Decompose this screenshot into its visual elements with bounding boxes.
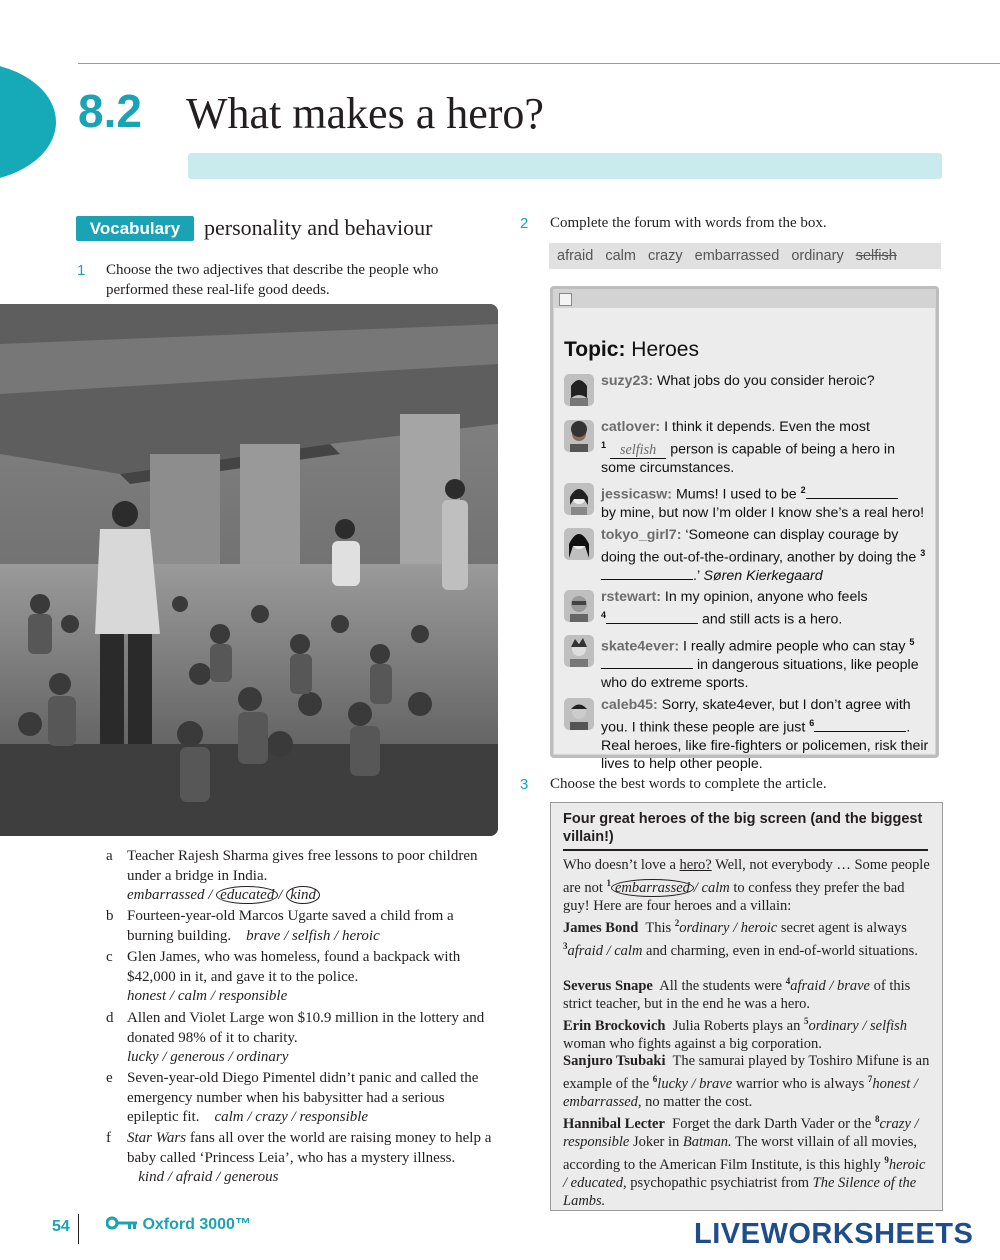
option-pair[interactable]: afraid / brave [790,977,870,994]
word-box [549,243,941,269]
answer-blank-5[interactable] [601,656,693,669]
avatar-icon [564,698,594,730]
option-pair[interactable]: honest / embarrassed, [563,1075,918,1110]
item-letter: d [106,1010,114,1026]
answer-blank-4[interactable] [606,611,698,624]
forum-post: jessicasw: Mums! I used to be $^2$ by mine, but now I’m older I know she’s a real hero! [564,481,932,522]
answer-blank-2[interactable] [806,486,898,499]
unit-number: 8.2 [78,85,142,137]
option-kind-selected[interactable]: kind [286,886,320,904]
answer-blank-6[interactable] [814,719,906,732]
item-options[interactable]: calm / crazy / responsible [214,1109,369,1125]
item-text: fans all over the world are raising money to help a baby called ‘Princess Leia’, who has a mystery illness. [127,1130,492,1166]
item-options[interactable]: kind / afraid / generous [138,1169,279,1185]
forum-post: tokyo_girl7: ‘Someone can display courage by doing the out-of-the-ordinary, another by doing the $^3$.’ Søren Kierkegaard [564,526,932,585]
option-embarrassed-selected[interactable]: embarrassed [611,879,694,897]
exercise-1-item-b [106,907,496,946]
article-entry: Sanjuro Tsubaki The samurai played by Toshiro Mifune is an example of the $^6$lucky / brave warrior who is always $^7$honest / embarrassed, no matter the cost. [563,1053,930,1110]
answer-blank-3[interactable] [601,567,693,580]
avatar-icon [564,590,594,622]
avatar-icon [564,528,594,560]
option-pair[interactable]: ordinary / heroic [679,919,778,936]
answer-example: selfish [610,442,666,459]
key-icon [106,1216,138,1230]
option-pair[interactable]: crazy / responsible [563,1115,919,1150]
item-options[interactable]: honest / calm / responsible [127,988,288,1004]
oxford-3000-label: Oxford 3000™ [106,1216,251,1234]
exercise-1-item-a: a Teacher Rajesh Sharma gives free lessons to poor children under a bridge in India. embarrassed / educated / kind [106,848,478,903]
article-box [550,802,943,1211]
avatar-icon [564,420,594,452]
option-pair[interactable]: afraid / calm [567,942,643,959]
item-film-title: Star Wars [127,1130,187,1146]
avatar-icon [564,483,594,515]
word-box-item: embarrassed [694,248,780,264]
item-options[interactable]: brave / selfish / heroic [246,927,380,944]
word-box-item: ordinary [791,248,844,264]
option-pair[interactable]: heroic / educated [563,1156,926,1191]
option-pair[interactable]: ordinary / selfish [808,1017,908,1034]
forum-post: catlover: I think it depends. Even the most $^1$ selfish person is capable of being a hero in some circumstances. [564,418,932,477]
forum-post: caleb45: Sorry, skate4ever, but I don’t agree with you. I think these people are just $^6$ . Real heroes, like fire-fighters or policemen, risk their lives to help other people. [564,696,932,773]
exercise-3-instruction: Choose the best words to complete the article. [550,776,827,792]
article-entry: James Bond This $^2$ordinary / heroic secret agent is always $^3$afraid / calm and charming, even in end-of-world situations. [563,918,918,959]
close-icon [559,293,572,306]
forum-post: rstewart: In my opinion, anyone who feels $^4$ and still acts is a hero. [564,588,932,629]
forum-window [550,286,939,772]
option-calm[interactable]: / calm [693,879,730,896]
title-bar-decoration [188,153,942,179]
option-educated-selected[interactable]: educated [216,886,278,904]
avatar-icon [564,374,594,406]
item-text: Fourteen-year-old Marcos Ugarte saved a child from a burning building. [127,908,454,944]
avatar-icon [564,635,594,667]
exercise-1-item-d [106,1009,496,1068]
page-number: 54 [52,1218,70,1235]
item-text: Seven-year-old Diego Pimentel didn’t panic and called the emergency number when his babysitter had a serious epileptic fit. [127,1070,479,1125]
item-text: Teacher Rajesh Sharma gives free lessons to poor children under a bridge in India. [127,848,478,884]
item-text: Allen and Violet Large won $10.9 million in the lottery and donated 98% of it to charity. [127,1010,485,1046]
forum-post: suzy23: What jobs do you consider heroic? [564,372,932,390]
exercise-2-instruction: Complete the forum with words from the box. [550,215,827,231]
classroom-under-bridge-photo [0,304,498,836]
option-embarrassed[interactable]: embarrassed [127,887,205,903]
item-letter: b [106,908,114,924]
word-box-item: calm [605,248,636,264]
footer-divider [78,1214,79,1244]
word-box-item: crazy [647,248,683,264]
option-pair[interactable]: lucky / brave [657,1075,733,1092]
article-entry: Erin Brockovich Julia Roberts plays an $^5$ordinary / selfish woman who fights against a big corporation. [563,1016,908,1052]
header-circle-decoration [0,62,56,182]
exercise-1-number: 1 [77,262,86,279]
item-letter: e [106,1070,113,1086]
word-box-item: afraid [557,248,594,264]
forum-topic: Topic: Heroes [564,338,699,361]
exercise-2-number: 2 [520,215,529,232]
forum-post: skate4ever: I really admire people who can stay $^5$ in dangerous situations, like people who do extreme sports. [564,633,932,692]
liveworksheets-logo: LIVEWORKSHEETS [694,1218,974,1250]
item-letter: f [106,1130,111,1146]
exercise-1-item-e [106,1069,496,1128]
exercise-1-item-c [106,948,496,1007]
forum-content [554,308,935,772]
page-title: What makes a hero? [186,89,544,138]
exercise-3-number: 3 [520,776,529,793]
item-options[interactable]: lucky / generous / ordinary [127,1049,289,1065]
item-letter: c [106,949,113,965]
header-rule [78,63,1000,64]
vocabulary-topic: personality and behaviour [204,215,433,240]
article-entry: Hannibal Lecter Forget the dark Darth Vader or the $^8$crazy / responsible Joker in Batman. The worst villain of all movies, according to the American Film Institute, is this highly $^9$heroic / educated, psychopathic psychiatrist from The Silence of the Lambs. [563,1114,926,1209]
article-intro: Who doesn’t love a hero? Well, not everybody … Some people are not $^1$ embarrassed / calm to confess they prefer the bad guy! Here are four heroes and a villain: [563,857,930,914]
exercise-1-instruction: Choose the two adjectives that describe the people who performed these real-life good deeds. [106,262,439,298]
item-letter: a [106,848,113,864]
item-text: Glen James, who was homeless, found a backpack with $42,000 in it, and gave it to the police. [127,949,461,985]
article-title: Four great heroes of the big screen (and the biggest villain!) [563,810,928,851]
word-box-item-used: selfish [855,248,897,264]
exercise-1-item-f [106,1129,496,1188]
article-entry: Severus Snape All the students were $^4$afraid / brave of this strict teacher, but in the end he was a hero. [563,976,911,1012]
vocabulary-badge: Vocabulary [76,216,194,241]
